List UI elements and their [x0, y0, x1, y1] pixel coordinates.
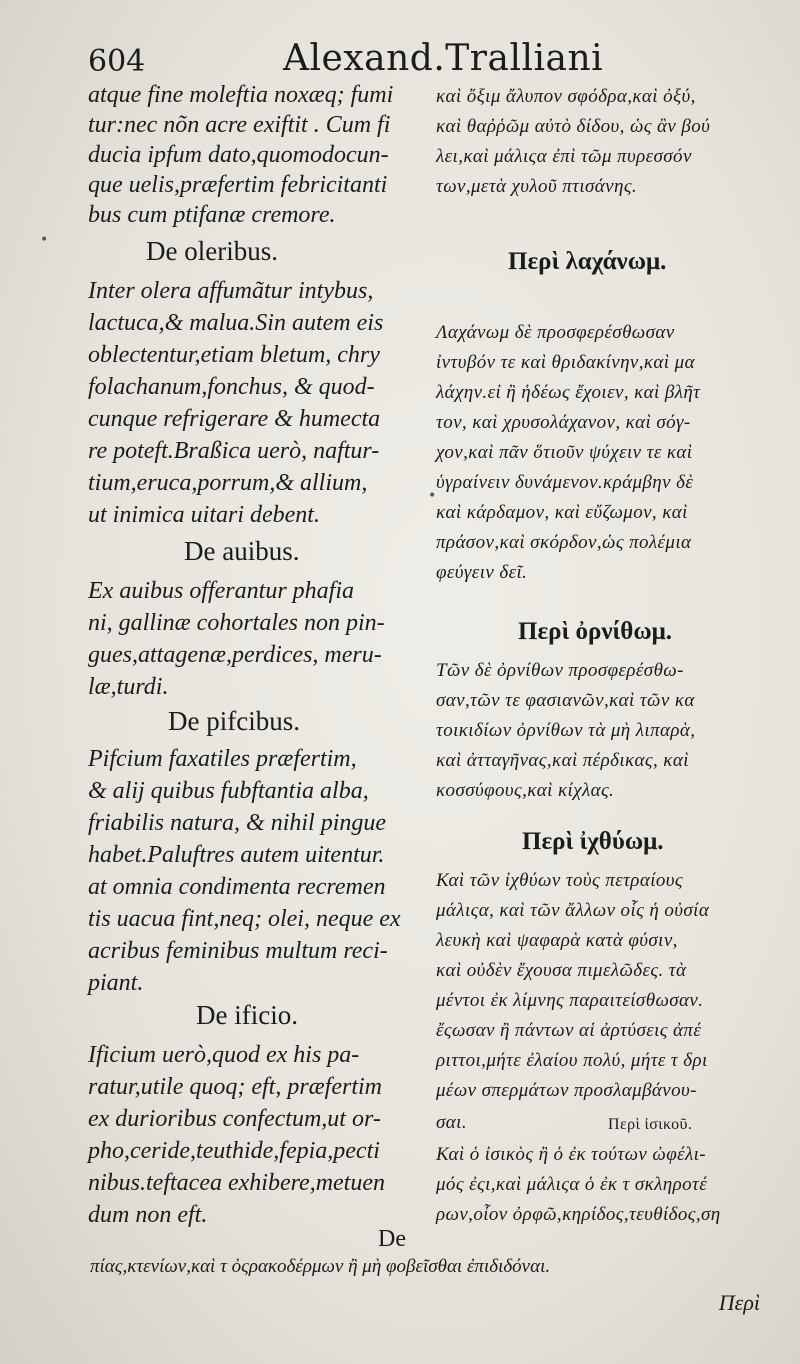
greek-line: χον,καὶ πᾶν ὅτιοῦν ψύχειν τε καὶ: [436, 442, 693, 463]
bottom-full-width-line: πίας,κτενίων,καὶ τ ὀςρακοδέρμων ἢ μὴ φοβεῖσθαι ἐπιδιδόναι.: [90, 1256, 551, 1277]
greek-line: τοικιδίων ὀρνίθων τὰ μὴ λιπαρὰ,: [436, 720, 696, 741]
greek-line: ἔςωσαν ἢ πάντων αἱ ἀρτύσεις ἀπέ: [436, 1020, 702, 1041]
latin-line: friabilis natura, & nihil pingue: [88, 810, 387, 836]
latin-line: tis uacua fint,neq; olei, neque ex: [88, 906, 401, 932]
latin-line: ut inimica uitari debent.: [88, 502, 320, 528]
next-page-catchword: Περὶ: [718, 1290, 760, 1315]
greek-line: πράσον,καὶ σκόρδον,ὡς πολέμια: [436, 532, 692, 553]
latin-line: ducia ipfum dato,quomodocun-: [88, 142, 389, 168]
latin-line: habet.Paluftres autem uitentur.: [88, 842, 385, 868]
section-heading: De oleribus.: [146, 236, 278, 266]
greek-line: Καὶ ὁ ἰσικὸς ἢ ὁ ἐκ τούτων ὠφέλι-: [436, 1144, 707, 1165]
greek-line: μός ἐςι,καὶ μάλιςα ὁ ἐκ τ σκληροτέ: [436, 1174, 708, 1195]
greek-line: καὶ ἀτταγῆνας,καὶ πέρδικας, καὶ: [436, 750, 689, 771]
latin-line: re poteft.Braßica uerò, naftur-: [88, 438, 380, 464]
latin-line: at omnia condimenta recremen: [88, 874, 386, 900]
latin-line: cunque refrigerare & humecta: [88, 406, 381, 432]
latin-line: & alij quibus fubftantia alba,: [88, 778, 369, 804]
greek-line: τον, καὶ χρυσολάχανον, καὶ σόγ-: [436, 412, 691, 433]
section-heading: Περὶ ἰχθύωμ.: [522, 828, 664, 855]
greek-line: λάχην.εἰ ἢ ἡδέως ἔχοιεν, καὶ βλῆτ: [436, 382, 701, 403]
greek-line: καὶ οὐδὲν ἔχουσα πιμελῶδες. τὰ: [436, 960, 687, 981]
latin-line: dum non eft.: [88, 1202, 208, 1228]
greek-line: ἰντυβόν τε καὶ θριδακίνην,καὶ μα: [436, 352, 695, 373]
latin-line: Inter olera affumãtur intybus,: [88, 278, 374, 304]
greek-line: καὶ ὄξιμ ἄλυπον σφόδρα,καὶ ὀξύ,: [436, 86, 696, 107]
margin-dot: •: [428, 488, 437, 504]
latin-line: læ,turdi.: [88, 674, 169, 700]
latin-line: tium,eruca,porrum,& allium,: [88, 470, 368, 496]
greek-line: ριττοι,μήτε ἐλαίου πολύ, μήτε τ δρι: [436, 1050, 708, 1071]
latin-line: que uelis,præfertim febricitanti: [88, 172, 388, 198]
running-title: Alexand.Tralliani: [283, 38, 604, 79]
latin-line: ni, gallinæ cohortales non pin-: [88, 610, 385, 636]
greek-line: λει,καὶ μάλιςα ἐπὶ τῶμ πυρεσσόν: [436, 146, 692, 167]
greek-line: μέντοι ἐκ λίμνης παραιτείσθωσαν.: [436, 990, 704, 1011]
latin-line: tur:nec nõn acre exiftit . Cum fi: [88, 112, 391, 138]
latin-line: pho,ceride,teuthide,fepia,pecti: [88, 1138, 380, 1164]
greek-line: καὶ θαῤῥῶμ αὐτὸ δίδου, ὡς ἂν βού: [436, 116, 711, 137]
greek-line: των,μετὰ χυλοῦ πτισάνης.: [436, 176, 638, 197]
greek-line: ρων,οἷον ὀρφῶ,κηρίδος,τευθίδος,ση: [436, 1204, 721, 1225]
latin-line: ratur,utile quoq; eft, præfertim: [88, 1074, 382, 1100]
section-heading: De auibus.: [184, 536, 300, 566]
latin-line: piant.: [88, 970, 144, 996]
section-heading: De pifcibus.: [168, 706, 300, 736]
margin-dot: •: [40, 232, 49, 248]
latin-line: Pifcium faxatiles præfertim,: [88, 746, 357, 772]
section-heading: Περὶ λαχάνωμ.: [508, 248, 667, 275]
latin-line: nibus.teftacea exhibere,metuen: [88, 1170, 385, 1196]
latin-line: ex durioribus confectum,ut or-: [88, 1106, 381, 1132]
latin-line: Ificium uerò,quod ex his pa-: [88, 1042, 360, 1068]
inline-subheading: Περὶ ἰσικοῦ.: [608, 1116, 693, 1133]
page-number: 604: [88, 44, 146, 79]
latin-line: acribus feminibus multum reci-: [88, 938, 388, 964]
section-heading: Περὶ ὀρνίθωμ.: [518, 618, 673, 645]
greek-line: Τῶν δὲ ὀρνίθων προσφερέσθω-: [436, 660, 684, 681]
greek-line: κοσσύφους,καὶ κίχλας.: [436, 780, 615, 801]
greek-line: σαν,τῶν τε φασιανῶν,καὶ τῶν κα: [436, 690, 695, 711]
greek-line: Καὶ τῶν ἰχθύων τοὺς πετραίους: [436, 870, 684, 891]
greek-line: μάλιςα, καὶ τῶν ἄλλων οἷς ἡ οὐσία: [436, 900, 710, 921]
latin-line: folachanum,fonchus, & quod-: [88, 374, 375, 400]
greek-line: φεύγειν δεῖ.: [436, 562, 528, 583]
latin-line: oblectentur,etiam bletum, chry: [88, 342, 380, 368]
greek-line: σαι.: [436, 1112, 467, 1133]
greek-line: μέων σπερμάτων προσλαμβάνου-: [436, 1080, 697, 1101]
latin-line: atque fine moleftia noxæq; fumi: [88, 82, 394, 108]
latin-line: Ex auibus offerantur phafia: [88, 578, 354, 604]
greek-line: ὑγραίνειν δυνάμενον.κράμβην δὲ: [436, 472, 694, 493]
latin-line: gues,attagenæ,perdices, meru-: [88, 642, 382, 668]
latin-line: lactuca,& malua.Sin autem eis: [88, 310, 384, 336]
greek-line: λευκὴ καὶ ψαφαρὰ κατὰ φύσιν,: [436, 930, 678, 951]
section-heading: De ificio.: [196, 1000, 298, 1030]
latin-line: bus cum ptifanæ cremore.: [88, 202, 336, 228]
catchword: De: [378, 1226, 406, 1252]
greek-line: Λαχάνωμ δὲ προσφερέσθωσαν: [436, 322, 675, 343]
greek-line: καὶ κάρδαμον, καὶ εὔζωμον, καὶ: [436, 502, 688, 523]
